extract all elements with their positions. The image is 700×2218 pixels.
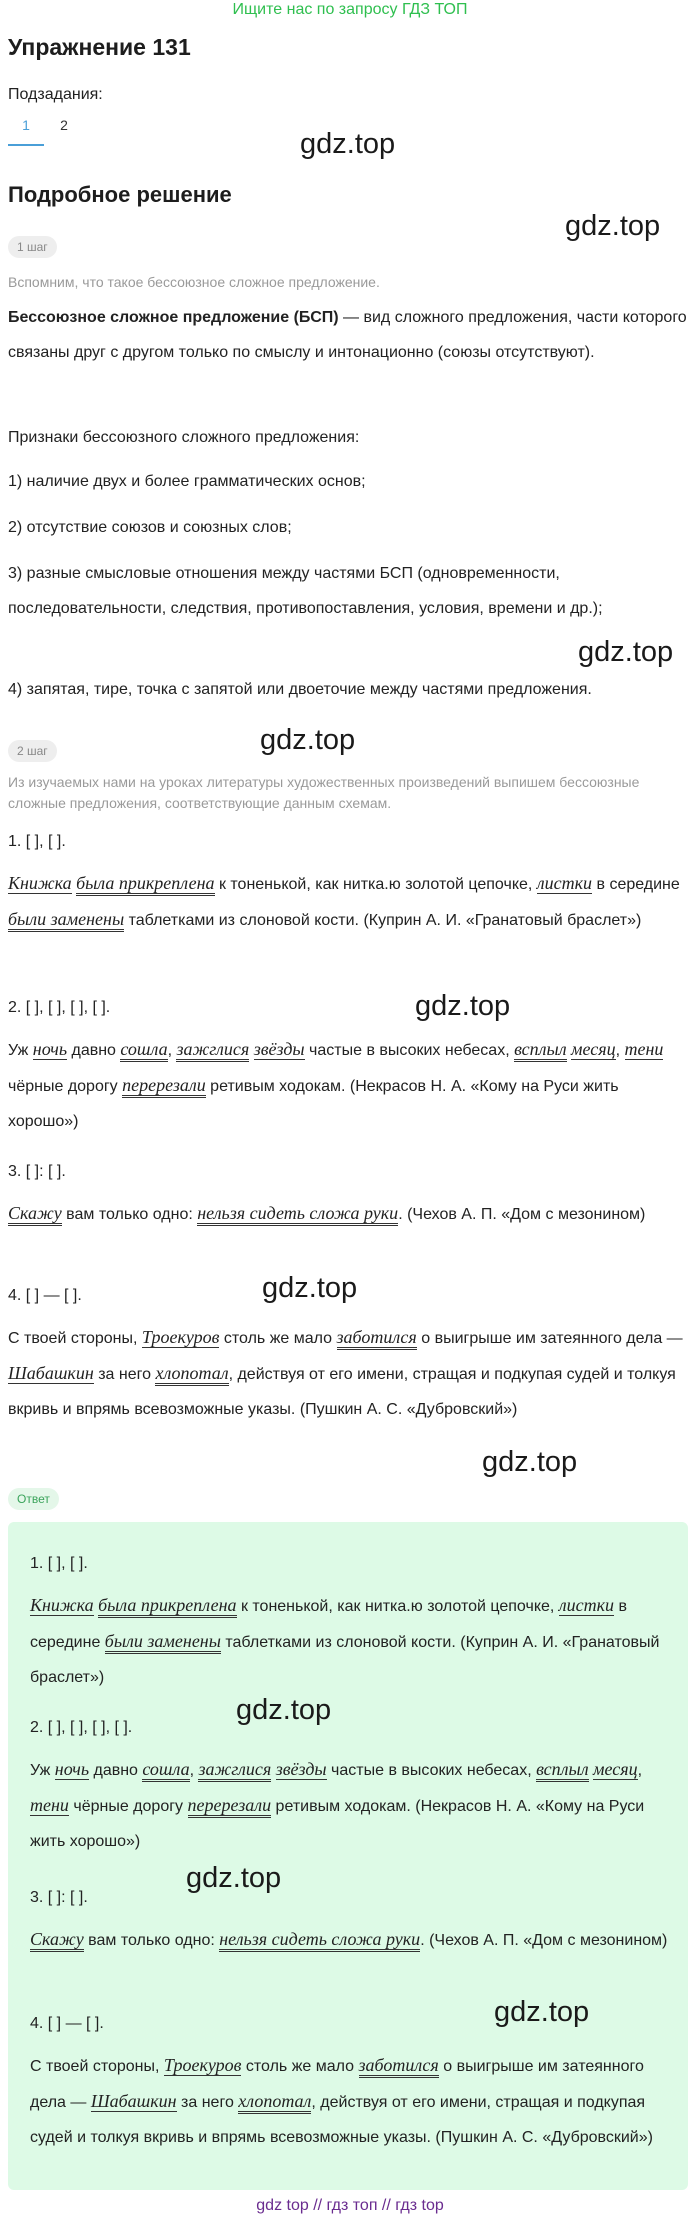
sign-item: 2) отсутствие союзов и союзных слов; [8, 519, 292, 536]
subject: листки [536, 873, 593, 893]
sign-item: 1) наличие двух и более грамматических основ; [8, 473, 366, 490]
text: в середине [592, 876, 680, 893]
scheme: 2. [ ], [ ], [ ], [ ]. [8, 999, 111, 1016]
predicate: зажглися [198, 1759, 271, 1782]
text: ретивым ходокам. (Некрасов Н. А. «Кому на Руси жить хорошо») [8, 1078, 619, 1130]
text: таблетками из слоновой кости. (Куприн А. И. «Гранатовый браслет») [30, 1634, 660, 1686]
top-banner[interactable]: Ищите нас по запросу ГДЗ ТОП [232, 1, 468, 18]
subject: Троекуров [163, 2055, 242, 2075]
watermark: gdz.top [494, 1996, 590, 2028]
text: частые в высоких небесах, [304, 1042, 515, 1059]
subject: Шабашкин [8, 1363, 94, 1383]
step-intro: Из изучаемых нами на уроках литературы художественных произведений выпишем бессоюзные сложные предложения, соответствующие данным схемам. [8, 774, 640, 811]
subject: тени [624, 1039, 664, 1059]
text: столь же мало [219, 1330, 337, 1347]
predicate: были заменены [8, 909, 124, 932]
predicate: была прикреплена [98, 1595, 236, 1618]
example-sentence [30, 1752, 670, 1859]
predicate: хлопотал [155, 1363, 228, 1386]
watermark: gdz.top [186, 1862, 282, 1894]
text: чёрные дорогу [8, 1078, 123, 1095]
sign-item: 3) разные смысловые отношения между частями БСП (одновременности, последовательности, следствия, противопоставления, условия, времени и др.); [8, 565, 603, 617]
predicate: зажглися [176, 1039, 249, 1062]
subject: звёзды [275, 1759, 327, 1779]
text: , [189, 1762, 199, 1779]
predicate: нельзя сидеть сложа руки [197, 1203, 398, 1226]
predicate: сошла [142, 1759, 189, 1782]
predicate: нельзя сидеть сложа руки [219, 1929, 420, 1952]
answer-box [8, 1522, 688, 2190]
subject: тени [30, 1795, 69, 1815]
watermark: gdz.top [300, 128, 396, 160]
scheme: 4. [ ] — [ ]. [8, 1287, 82, 1304]
tab-subtask-2[interactable]: 2 [60, 117, 68, 133]
subject: листки [558, 1595, 615, 1615]
predicate: сошла [120, 1039, 167, 1062]
subject: Книжка [30, 1595, 94, 1615]
watermark: gdz.top [565, 210, 661, 242]
scheme: 1. [ ], [ ]. [30, 1555, 88, 1572]
text: , [637, 1762, 643, 1779]
footer-links[interactable]: gdz top // гдз топ // гдз top [256, 2197, 444, 2214]
scheme: 4. [ ] — [ ]. [30, 2015, 104, 2032]
watermark: gdz.top [236, 1694, 332, 1726]
text: С твоей стороны, [8, 1330, 142, 1347]
text: С твоей стороны, [30, 2058, 164, 2075]
text: . (Чехов А. П. «Дом с мезонином) [398, 1206, 646, 1223]
answer-badge: Ответ [8, 1488, 59, 1510]
text: давно [67, 1042, 121, 1059]
text: к тоненькой, как нитка.ю золотой цепочке, [214, 876, 537, 893]
text: вам только одно: [61, 1206, 198, 1223]
text: о выигрыше им затеянного дела — [416, 1330, 683, 1347]
text: . (Чехов А. П. «Дом с мезонином) [420, 1932, 668, 1949]
predicate: были заменены [105, 1631, 221, 1654]
subject: Троекуров [141, 1327, 220, 1347]
page-title: Упражнение 131 [8, 34, 191, 60]
definition-text: — вид сложного предложения, части которого связаны друг с другом только по смыслу и интонационно (союзы отсутствуют). [8, 309, 687, 361]
watermark: gdz.top [260, 724, 356, 756]
text: к тоненькой, как нитка.ю золотой цепочке, [236, 1598, 559, 1615]
definition-term: Бессоюзное сложное предложение (БСП) [8, 309, 339, 326]
subject: ночь [54, 1759, 90, 1779]
text: в середине [30, 1598, 627, 1651]
watermark: gdz.top [262, 1272, 358, 1304]
predicate: заботился [337, 1327, 417, 1350]
subject: месяц [571, 1039, 616, 1059]
sign-item: 4) запятая, тире, точка с запятой или двоеточие между частями предложения. [8, 681, 592, 698]
subject: звёзды [253, 1039, 305, 1059]
scheme: 2. [ ], [ ], [ ], [ ]. [30, 1719, 133, 1736]
step-badge: 2 шаг [8, 740, 57, 762]
watermark: gdz.top [415, 990, 511, 1022]
example-sentence [8, 1196, 688, 1232]
predicate: всплыл [514, 1039, 566, 1062]
example-sentence [30, 1588, 670, 1695]
example-sentence [30, 2048, 670, 2155]
text: ретивым ходокам. (Некрасов Н. А. «Кому на Руси жить хорошо») [30, 1798, 645, 1850]
text: Уж [8, 1042, 33, 1059]
text: , действуя от его имени, стращая и подкупая судей и толкуя вкривь и впрямь всевозможные указы. (Пушкин А. С. «Дубровский») [30, 2094, 653, 2146]
subject: месяц [593, 1759, 638, 1779]
text: , действуя от его имени, стращая и подкупая судей и толкуя вкривь и впрямь всевозможные указы. (Пушкин А. С. «Дубровский») [8, 1366, 676, 1418]
predicate: Скажу [30, 1929, 84, 1952]
definition-paragraph [8, 300, 688, 370]
predicate: Скажу [8, 1203, 62, 1226]
watermark: gdz.top [482, 1446, 578, 1478]
text: , [615, 1042, 625, 1059]
example-sentence [8, 1320, 688, 1427]
subject: Шабашкин [90, 2091, 177, 2111]
step-intro: Вспомним, что такое бессоюзное сложное предложение. [8, 274, 380, 290]
predicate: заботился [359, 2055, 439, 2078]
text: столь же мало [241, 2058, 359, 2075]
subject: ночь [32, 1039, 68, 1059]
text: чёрные дорогу [68, 1798, 188, 1815]
scheme: 3. [ ]: [ ]. [30, 1889, 88, 1906]
text: за него [93, 1366, 156, 1383]
solution-title: Подробное решение [8, 182, 232, 207]
step-badge: 1 шаг [8, 236, 57, 258]
predicate: была прикреплена [76, 873, 214, 896]
watermark: gdz.top [578, 636, 674, 668]
predicate: перерезали [188, 1795, 272, 1818]
subtasks-label: Подзадания: [8, 86, 103, 103]
signs-title: Признаки бессоюзного сложного предложения: [8, 429, 360, 446]
scheme: 1. [ ], [ ]. [8, 833, 66, 850]
example-sentence [8, 866, 688, 938]
example-sentence [8, 1032, 688, 1139]
text: частые в высоких небесах, [326, 1762, 537, 1779]
tab-subtask-1[interactable]: 1 [8, 114, 44, 146]
predicate: хлопотал [238, 2091, 311, 2114]
subtask-tabs [8, 114, 92, 148]
text: давно [89, 1762, 143, 1779]
text: Уж [30, 1762, 55, 1779]
text: , [167, 1042, 177, 1059]
text: вам только одно: [83, 1932, 220, 1949]
text: о выигрыше им затеянного дела — [30, 2058, 644, 2111]
text: таблетками из слоновой кости. (Куприн А. И. «Гранатовый браслет») [124, 912, 642, 929]
predicate: перерезали [122, 1075, 206, 1098]
scheme: 3. [ ]: [ ]. [8, 1163, 66, 1180]
subject: Книжка [8, 873, 72, 893]
text: за него [176, 2094, 239, 2111]
predicate: всплыл [536, 1759, 588, 1782]
example-sentence [30, 1922, 670, 1958]
